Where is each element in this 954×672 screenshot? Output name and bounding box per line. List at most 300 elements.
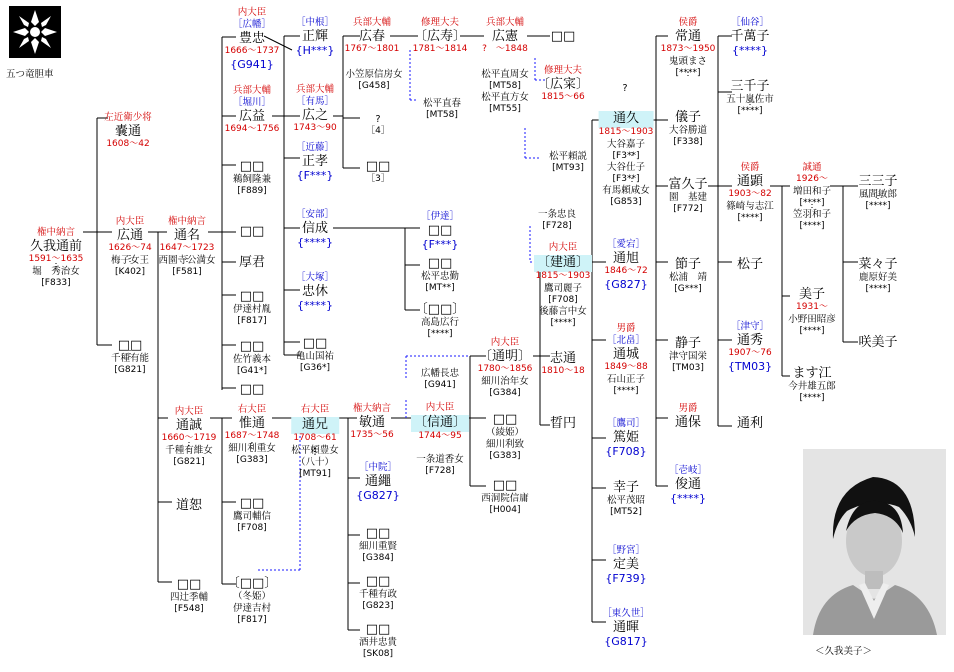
person-date2-bl: ［伊達］ [420, 211, 460, 222]
person-sadami-bl: ［野宮］ [606, 545, 646, 556]
person-yoshiko [669, 111, 707, 149]
person-tokuhime-nm: 篤姫 [612, 430, 640, 445]
person-michiki [604, 324, 647, 398]
person-tadayasu [296, 273, 334, 314]
person-matsu58 [423, 99, 461, 122]
person-masue-ref: [****] [799, 393, 825, 403]
person-fukuko-nm: 富久子 [668, 177, 708, 192]
person-chigusa2-ref: [G823] [362, 601, 394, 611]
person-michinobu-ttl: 内大臣 [174, 406, 204, 417]
person-toyotada-yr: 1666～1737 [224, 46, 280, 56]
person-takashima-ref: [****] [427, 329, 453, 339]
person-ichijo2-sp: 一条忠良 [537, 209, 577, 220]
person-ukaishi-ref: [F889] [237, 186, 267, 196]
person-michinobu-nm: 通誠 [175, 418, 202, 433]
person-michiaki-yr: 1780～1856 [477, 364, 533, 374]
person-michiteru-bl: ［東久世］ [602, 608, 650, 619]
person-yoshiko-sp: 大谷勝道 [668, 125, 708, 136]
person-nishinotoin-sp: 西洞院信庸 [481, 493, 529, 504]
person-nobumichi2-sp: 増田和子 [792, 186, 832, 197]
person-michiki-yr: 1849～88 [604, 362, 648, 372]
person-michiki-bl: ［北畠］ [606, 335, 646, 346]
person-chimako-bl: ［仙谷］ [730, 17, 770, 28]
person-date1-nm: □□ [239, 289, 265, 304]
person-chigusa [111, 339, 149, 377]
person-koremichi-ttl: 右大臣 [237, 404, 267, 415]
person-hirotomo [537, 66, 589, 105]
person-mimiko-nm: 三三子 [858, 174, 898, 189]
person-hiroharu-nm: 広春 [358, 29, 385, 44]
person-nobumichi2-sp: 笠羽和子 [792, 209, 832, 220]
person-michimi-sp: 松平頼豊女 [291, 445, 339, 456]
person-matsu58b-sp: 松平直方女 [481, 92, 529, 103]
person-nobunari [296, 210, 334, 251]
person-hiromichi-yr: 1626～74 [108, 243, 152, 253]
person-masataka-bl: ［近藤］ [295, 142, 335, 153]
person-matsudaira1-nm: □□ [427, 256, 453, 271]
person-tetsuen [550, 417, 576, 432]
person-ichijo-ref: [F728] [425, 466, 455, 476]
person-takatsukasa1-sp: 鷹司輔信 [232, 511, 272, 522]
person-toyotada-nm: 豊忠 [238, 31, 265, 46]
person-ayahime-sp: 細川利致 [485, 439, 525, 450]
person-michiaki [478, 338, 533, 400]
portrait-photo [803, 449, 946, 635]
photo-caption: ＜久我美子＞ [815, 646, 873, 657]
person-hosokawa2-nm: □□ [365, 526, 391, 541]
person-hiroyuki-nm: 広之 [301, 108, 329, 123]
person-michinori-id: {G827} [356, 489, 400, 502]
person-sadami [605, 546, 646, 587]
person-michiaki3-yr: 1903～82 [728, 189, 772, 199]
person-michimi-yr: 1708～61 [293, 433, 337, 443]
person-sachiko-ref: [MT52] [610, 507, 642, 517]
person-hiromasu-ttl: 兵部大輔 [232, 85, 271, 96]
person-chimako-id: {****} [731, 44, 768, 57]
person-akimichi [104, 113, 152, 152]
person-takemichi [534, 243, 592, 330]
person-dojo [176, 499, 202, 514]
person-michihisa-sp: 有馬頼咸女 [602, 185, 650, 196]
person-michihisa-ref: [G853] [610, 197, 642, 207]
person-takatsukasa1 [233, 497, 271, 535]
person-hiromichi-ref: [K402] [114, 267, 146, 277]
person-michiaki-ttl: 内大臣 [490, 337, 520, 348]
person-michinori-bl: ［中院］ [358, 462, 397, 473]
person-hiroharu [345, 18, 400, 57]
person-michihide [728, 322, 772, 375]
person-hironori-ttl: 兵部大輔 [485, 17, 524, 28]
crest-label: 五つ竜胆車 [6, 69, 54, 80]
person-nobumichi2-yr: 1926～ [796, 174, 828, 184]
person-takemichi-ref: [F708] [548, 295, 578, 305]
person-michiaki2-nm: 通旭 [612, 251, 639, 266]
person-ogasawara-ref: [G458] [358, 81, 390, 91]
person-date2-nm: □□ [427, 223, 453, 238]
person-hirotoshi [413, 18, 468, 57]
person-yoshiko2-ref: [****] [799, 326, 825, 336]
person-nobunari-bl: ［安部］ [295, 209, 335, 220]
person-michiko3-ref: [****] [737, 106, 763, 116]
person-tetsuen-nm: 晢円 [549, 416, 577, 431]
person-michiaki2 [604, 240, 648, 293]
person-hirotoshi-yr: 1781～1814 [412, 44, 468, 54]
person-hosokawa2-ref: [G384] [362, 553, 394, 563]
person-yoshiko-nm: 儀子 [674, 110, 702, 125]
person-tsunemichi-nm: 常通 [674, 29, 701, 44]
person-ukaishi [233, 160, 271, 198]
person-michiteru-nm: 通暉 [612, 620, 640, 635]
person-sadami-id: {F739} [605, 572, 647, 585]
person-yoshiko2-yr: 1931～ [796, 302, 828, 312]
person-yukimichi-yr: 1810～18 [541, 366, 585, 376]
person-michina-yr: 1647～1723 [159, 243, 215, 253]
person-michihisa-ref: [F3**] [612, 174, 640, 184]
person-michihide-bl: ［津守］ [730, 321, 769, 332]
person-koremichi-sp: 細川利重女 [228, 443, 276, 454]
person-toyotada [225, 8, 280, 73]
person-u3 [366, 160, 391, 186]
person-michiko3 [726, 80, 774, 118]
person-setsuko-nm: 節子 [674, 257, 702, 272]
person-michimi-ref: [MT91] [299, 469, 331, 479]
person-setsuko-ref: [G***] [674, 284, 702, 294]
person-takemichi-nm: 〔建通〕 [534, 255, 592, 272]
person-michimi-nm: 通兄 [291, 417, 339, 434]
person-nobumichi2-ref: [****] [799, 198, 825, 208]
person-sakai [359, 623, 397, 661]
person-q2 [622, 84, 627, 96]
person-hisamichi-ttl: 権中納言 [36, 227, 75, 238]
person-hirohide [421, 369, 459, 392]
person-michiki-ttl: 男爵 [616, 323, 636, 334]
person-toshimichi-nm: 敏通 [358, 415, 386, 430]
person-ayahime-nm: □□ [492, 412, 518, 427]
person-koremichi [225, 405, 280, 467]
person-u1-nm: □□ [239, 224, 265, 239]
person-masue-nm: ます江 [792, 366, 832, 381]
person-date1-sp: 伊達村胤 [232, 304, 272, 315]
person-tadayasu-bl: ［大塚］ [295, 272, 335, 283]
person-nobumichi-ttl: 内大臣 [425, 402, 455, 413]
person-matsu93 [549, 152, 587, 175]
person-nobumichi [411, 403, 469, 444]
person-shizuko-sp: 津守国栄 [668, 351, 708, 362]
person-michitoshi-nm: 通利 [736, 416, 764, 431]
person-nishinotoin-nm: □□ [492, 478, 518, 493]
person-hiromichi-ttl: 内大臣 [115, 216, 145, 227]
person-u3-nm: □□ [365, 159, 391, 174]
person-michinobu-yr: 1660～1719 [161, 433, 217, 443]
person-takatsukasa1-nm: □□ [239, 496, 265, 511]
person-michihisa-yr: 1815～1903 [598, 127, 654, 137]
person-shizuko [669, 337, 707, 375]
person-nobumichi2-ref: [****] [799, 221, 825, 231]
person-hisamichi-nm: 久我通前 [29, 239, 82, 254]
person-hiromichi [108, 217, 151, 279]
person-toyotada-bl: ［広幡］ [232, 19, 271, 30]
person-hisamichi-sp: 堀 秀治女 [32, 266, 80, 277]
person-matsu93-sp: 松平頼説 [548, 151, 588, 162]
person-hiromasu [225, 86, 280, 137]
person-michiaki2-bl: ［愛宕］ [606, 239, 645, 250]
person-masue-sp: 今井雄五郎 [788, 381, 836, 392]
person-hiromasu-nm: 広益 [238, 109, 265, 124]
person-koremichi-ref: [G383] [236, 455, 268, 465]
person-michinobu-sp: 千種有維女 [165, 445, 213, 456]
person-fukuko [668, 178, 707, 216]
person-michiaki3-sp: 篠崎与志江 [726, 201, 774, 212]
person-dojo-nm: 道恕 [175, 498, 203, 513]
person-michiaki3-ttl: 侯爵 [740, 162, 760, 173]
person-hiroyuki [293, 85, 336, 136]
person-tsuji-sp: 四辻季輔 [169, 592, 209, 603]
person-toshimichi2-id: {****} [669, 492, 706, 505]
person-toshimichi [350, 404, 393, 443]
person-michiaki3 [726, 163, 774, 225]
person-michiki-nm: 通城 [612, 347, 640, 362]
person-matsu58b-sp: 松平直周女 [481, 69, 529, 80]
person-hironori [482, 18, 528, 57]
person-chimako-nm: 千萬子 [730, 29, 770, 44]
person-ichijo2-ref: [F728] [542, 221, 572, 231]
person-sakai-nm: □□ [365, 622, 391, 637]
person-date2 [421, 212, 459, 253]
person-kameyama-sp: 亀山国祐 [295, 351, 335, 362]
person-michimi-sp: （八十） [295, 457, 335, 468]
person-mimiko [858, 175, 897, 213]
person-michiki-sp: 石山正子 [606, 374, 646, 385]
person-michiteru-id: {G817} [604, 635, 648, 648]
person-michiaki3-ref: [****] [737, 213, 763, 223]
person-michiaki-sp: 細川治年女 [481, 376, 529, 387]
person-nishinotoin-ref: [H004] [489, 505, 521, 515]
person-michitoshi [737, 417, 763, 432]
person-fuyuhime-sp: 伊達吉村 [232, 603, 272, 614]
person-tsuji-ref: [F548] [174, 604, 204, 614]
person-u2 [240, 383, 265, 398]
person-matsu58b [481, 70, 529, 116]
person-mimiko-sp: 風間敏郎 [858, 189, 898, 200]
person-hirohide-sp: 広幡長忠 [420, 368, 460, 379]
person-satake-nm: □□ [239, 339, 265, 354]
person-u3-ref: ［3］ [366, 174, 390, 184]
person-chigusa-nm: □□ [117, 338, 143, 353]
person-hirohide-ref: [G941] [424, 380, 456, 390]
person-takashima-sp: 高島広行 [420, 317, 460, 328]
person-michimi [291, 405, 339, 481]
person-toshimichi-yr: 1735～56 [350, 430, 394, 440]
person-hiroyuki-ttl: 兵部大輔 [295, 84, 335, 95]
person-hisamichi-ref: [F833] [41, 278, 71, 288]
person-toyotada-id: {G941} [230, 58, 274, 71]
person-ogasawara [345, 70, 402, 93]
person-matsudaira1-ref: [MT**] [425, 283, 455, 293]
person-fuyuhime-nm: 〔□□〕 [226, 576, 278, 591]
person-michiaki3-nm: 通顕 [736, 174, 764, 189]
person-koremichi-nm: 惟通 [238, 416, 265, 431]
person-masateru-nm: 正輝 [301, 29, 328, 44]
person-yukimichi [541, 352, 584, 379]
person-sakai-sp: 酒井忠貴 [358, 637, 398, 648]
person-satake [233, 340, 271, 378]
person-sakimiko-nm: 咲美子 [858, 335, 898, 350]
person-michinori-nm: 通繩 [364, 474, 391, 489]
person-date1 [233, 290, 271, 328]
person-kameyama [296, 337, 334, 375]
person-hiroyuki-yr: 1743～90 [293, 123, 337, 133]
person-michinobu-ref: [G821] [173, 457, 205, 467]
person-shizuko-nm: 静子 [674, 336, 702, 351]
person-matsuko [737, 258, 763, 273]
person-michihisa-nm: 通久 [599, 111, 654, 128]
person-michihisa [599, 111, 654, 209]
person-michihisa-sp: 大谷嘉子 [606, 139, 645, 150]
person-fuyuhime-sp: （冬姫） [232, 591, 272, 602]
person-michina-ref: [F581] [172, 267, 202, 277]
person-u1 [240, 225, 265, 240]
person-tokuhime-id: {F708} [605, 445, 647, 458]
person-akimichi-ttl: 左近衛少将 [104, 112, 152, 123]
person-kameyama-ref: [G36*] [300, 363, 330, 373]
person-michinori [356, 463, 400, 504]
person-matsu58b-ref: [MT55] [489, 104, 521, 114]
person-setsuko [669, 258, 707, 296]
person-michimi-ttl: 右大臣 [300, 404, 330, 415]
person-chigusa-sp: 千種有能 [110, 353, 150, 364]
person-hirotoshi-nm: 〔広寿〕 [413, 29, 466, 44]
person-michihisa-sp: 大谷仕子 [606, 162, 645, 173]
person-ukaishi-nm: □□ [239, 159, 265, 174]
person-masataka [296, 143, 334, 184]
person-hiroharu-yr: 1767～1801 [344, 44, 400, 54]
person-sakimiko [858, 336, 897, 351]
person-date1-ref: [F817] [237, 316, 267, 326]
person-nobunari-nm: 信成 [301, 221, 329, 236]
person-q4 [366, 115, 390, 138]
person-tsunemichi-ttl: 侯爵 [678, 17, 698, 28]
person-michiyasu-nm: 通保 [674, 415, 702, 430]
person-matsu58b-ref: [MT58] [489, 81, 521, 91]
crest-icon [9, 6, 61, 58]
person-ayahime-ref: [G383] [489, 451, 521, 461]
person-yoshiko2-sp: 小野田昭彦 [788, 314, 836, 325]
person-yoshiko-ref: [F338] [673, 137, 703, 147]
person-masateru-id: {H***} [295, 44, 335, 57]
person-masue [788, 367, 836, 405]
person-koremichi-yr: 1687～1748 [224, 431, 280, 441]
person-takashima-nm: 〔□□〕 [414, 302, 466, 317]
person-takemichi-sp: 後藤言中女 [539, 306, 587, 317]
person-date2-id: {F***} [421, 238, 459, 251]
person-nanako-ref: [****] [865, 284, 891, 294]
person-hiromasu-bl: ［堀川］ [232, 97, 271, 108]
person-u4 [551, 30, 576, 45]
person-ukaishi-sp: 鵜飼隆兼 [232, 174, 272, 185]
person-atsugimi-nm: 厚君 [238, 255, 266, 270]
person-kameyama-nm: □□ [302, 336, 328, 351]
person-sadami-nm: 定美 [612, 557, 640, 572]
person-michiaki-nm: 〔通明〕 [478, 349, 531, 364]
person-fukuko-sp: 園 基建 [668, 192, 708, 203]
person-toshimichi2 [669, 466, 707, 507]
person-sachiko [607, 481, 645, 519]
person-takemichi-ttl: 内大臣 [548, 242, 578, 253]
person-hiroyuki-bl: ［有馬］ [295, 96, 335, 107]
person-hiroharu-ttl: 兵部大輔 [352, 17, 391, 28]
person-michiaki2-yr: 1846～72 [604, 266, 648, 276]
person-michina-sp: 西園寺公満女 [158, 255, 216, 266]
person-takemichi-ref: [****] [550, 318, 576, 328]
person-michiaki2-id: {G827} [604, 278, 648, 291]
person-hirotoshi-ttl: 修理大夫 [420, 17, 459, 28]
person-nobumichi-yr: 1744～95 [418, 431, 462, 441]
person-yoshiko2-nm: 美子 [798, 287, 826, 302]
person-satake-sp: 佐竹義本 [232, 354, 272, 365]
person-hisamichi-yr: 1591～1635 [28, 254, 84, 264]
person-tadayasu-nm: 忠休 [301, 284, 329, 299]
person-tsunemichi [661, 18, 716, 80]
person-michiyasu [675, 404, 701, 431]
person-ichijo [416, 455, 464, 478]
person-nishinotoin [481, 479, 529, 517]
person-takemichi-sp: 鷹司麗子 [543, 283, 583, 294]
person-nanako-nm: 菜々子 [858, 257, 898, 272]
person-michiaki-ref: [G384] [489, 388, 521, 398]
person-tsuji [170, 578, 208, 616]
person-matsu93-ref: [MT93] [552, 163, 584, 173]
person-nanako-sp: 鹿原好美 [858, 272, 898, 283]
person-hirotomo-yr: 1815～66 [541, 92, 585, 102]
person-nobumichi2-ttl: 誠通 [802, 162, 822, 173]
person-toshimichi-ttl: 権大納言 [352, 403, 392, 414]
person-tokuhime-bl: ［鷹司］ [606, 418, 646, 429]
person-masataka-id: {F***} [296, 169, 334, 182]
person-michina-ttl: 権中納言 [167, 216, 207, 227]
person-michiyasu-ttl: 男爵 [678, 403, 698, 414]
person-q2-sp: ? [622, 83, 628, 94]
person-hironori-yr: ? ～1848 [482, 44, 528, 54]
person-hirotomo-ttl: 修理大夫 [543, 65, 583, 76]
person-fukuko-ref: [F772] [673, 204, 703, 214]
person-ayahime [486, 413, 524, 463]
person-michina-nm: 通名 [173, 228, 201, 243]
person-michiko3-sp: 五十嵐佐市 [726, 94, 774, 105]
person-matsu58-ref: [MT58] [426, 110, 458, 120]
person-takatsukasa1-ref: [F708] [237, 523, 267, 533]
person-tsunemichi-yr: 1873～1950 [660, 44, 716, 54]
person-hiromichi-sp: 梅子女王 [110, 255, 150, 266]
person-hosokawa2-sp: 細川重賢 [358, 541, 398, 552]
person-masataka-nm: 正孝 [301, 154, 329, 169]
person-sachiko-nm: 幸子 [612, 480, 640, 495]
person-matsudaira1 [421, 257, 459, 295]
person-michihisa-ref: [F3**] [612, 151, 640, 161]
person-nobunari-id: {****} [296, 236, 333, 249]
person-takemichi-yr: 1815～1903 [535, 271, 591, 281]
person-hironori-nm: 広憲 [491, 29, 518, 44]
person-michiki-ref: [****] [613, 386, 639, 396]
person-matsuko-nm: 松子 [736, 257, 764, 272]
person-masateru-bl: ［中根］ [295, 17, 334, 28]
person-hisamichi [29, 228, 84, 290]
person-yukimichi-nm: 志通 [549, 351, 577, 366]
person-fuyuhime [227, 577, 278, 627]
person-michiteru [602, 609, 650, 650]
person-chigusa2-sp: 千種有政 [358, 589, 398, 600]
person-satake-ref: [G41*] [237, 366, 267, 376]
person-tsunemichi-ref: [****] [675, 68, 701, 78]
